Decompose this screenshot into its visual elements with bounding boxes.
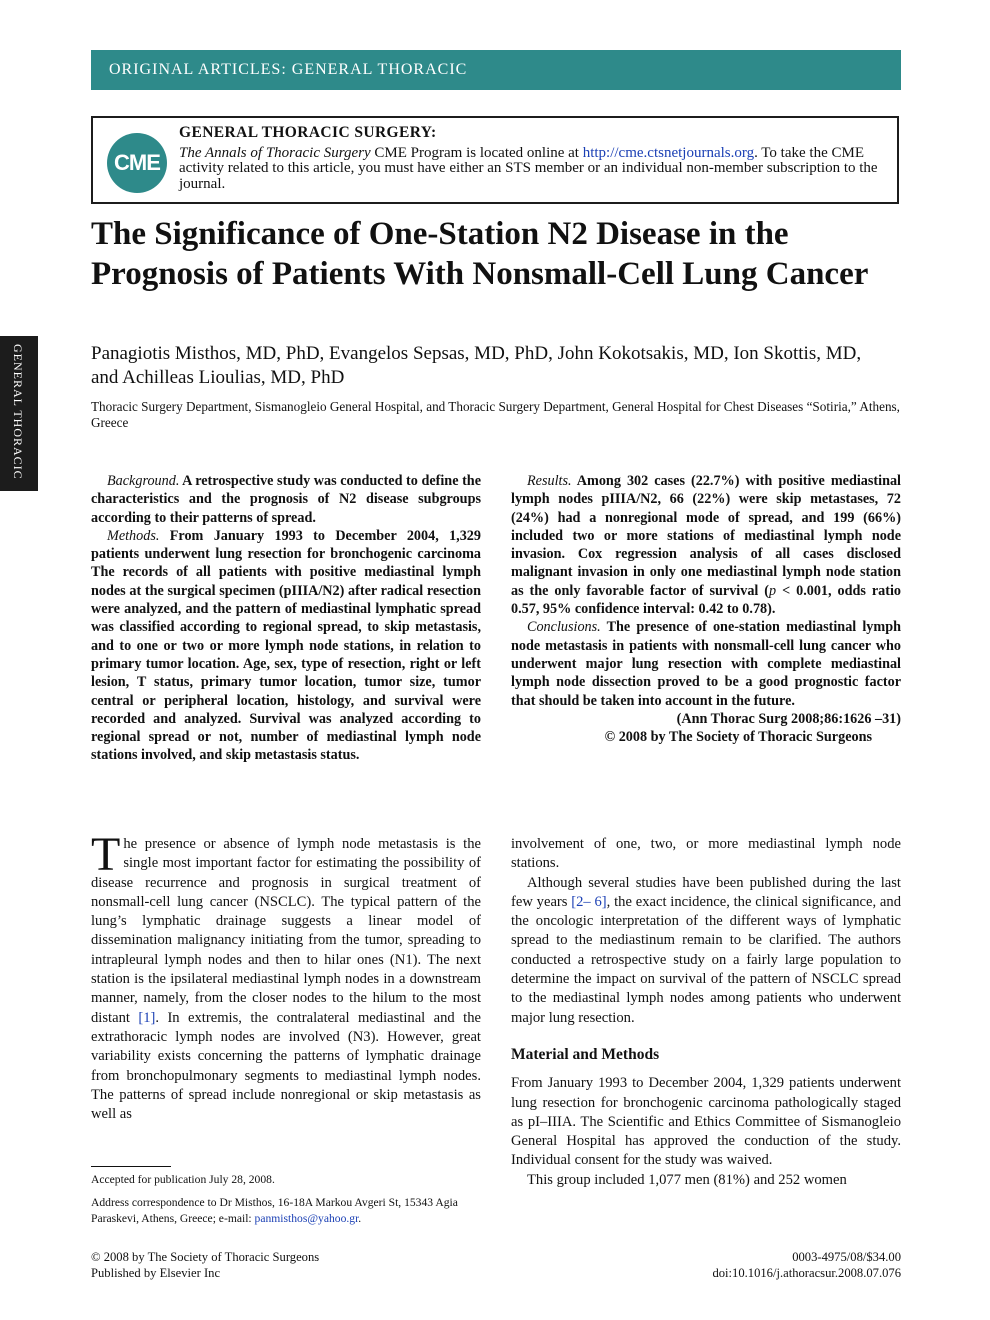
background-label: Background. [107, 473, 180, 489]
address-end: . [358, 1211, 362, 1225]
methods-paragraph-2: This group included 1,077 men (81%) and 252 women [527, 1171, 847, 1188]
banner-label: ORIGINAL ARTICLES: GENERAL THORACIC [109, 61, 468, 78]
para2-text-a: Although several studies have been published during the last few years [511, 874, 901, 910]
abstract-conclusions [511, 618, 901, 709]
body-column-right [511, 835, 901, 1190]
conclusions-label: Conclusions. [527, 619, 601, 636]
cme-body [179, 146, 879, 193]
methods-text: From January 1993 to December 2004, 1,329 patients underwent lung resection for bronchogenic carcinoma The records of all patients with positive mediastinal lymph nodes at the surgical specimen (pIIIA/N2) after radical resection were analyzed, and the pattern of mediastinal lymphatic spread was classified according to regional spread, to skip metastasis, and to one or two or more lymph node stations, in relation to primary tumor location. Age, sex, type of resection, right or left lesion, T status, primary tumor location, tumor size, tumor central or peripheral location, histology, and survival were recorded and analyzed. Survival was analyzed according to regional spread or not, number of mediastinal lymph node stations involved, and skip metastasis status. [91, 527, 481, 764]
footer-publisher: Published by Elsevier Inc [91, 1265, 221, 1280]
author-list: Panagiotis Misthos, MD, PhD, Evangelos Sepsas, MD, PhD, John Kokotsakis, MD, Ion Skottis, MD, and Achilleas Lioulias, MD, PhD [91, 343, 862, 388]
results-text-b: < 0.001, odds ratio 0.57, 95% confidence interval: 0.42 to 0.78). [511, 582, 901, 618]
background-text: A retrospective study was conducted to define the characteristics and the prognosis of N2 disease subgroups according to their patterns of spread. [91, 473, 481, 526]
footnote-accepted: Accepted for publication July 28, 2008. [91, 1173, 275, 1186]
intro-text-a: he presence or absence of lymph node metastasis is the single most important factor for estimating the possibility of disease recurrence and prognosis in surgical treatment of nonsmall-cell lung cancer (NSCLC). The typical pattern of the lung’s lymphatic drainage suggests a linear model of dissemination malignancy initiating from the tumor, spreading to intrapleural lymph nodes and then to hilar ones (N1). The next station is the ipsilateral mediastinal lymph nodes in a downstream manner, namely, from the closer nodes to the hilum to the most distant [91, 836, 481, 1026]
address-text: Address correspondence to Dr Misthos, 16-18A Markou Avgeri St, 15343 Agia Paraskevi, Athens, Greece; e-mail: [91, 1196, 458, 1225]
abstract-methods [91, 527, 481, 765]
results-label: Results. [527, 473, 572, 489]
cme-line1: CME Program is located online at [370, 144, 583, 161]
citation: (Ann Thorac Surg 2008;86:1626 –31) [676, 710, 901, 727]
footer-left [91, 1250, 319, 1281]
cme-text [179, 125, 879, 192]
methods-paragraph: From January 1993 to December 2004, 1,329 patients underwent lung resection for bronchogenic carcinoma pathologically staged as pI–IIIA. The Scientific and Ethics Committee of Sismanogleio General Hospital has approved the conduction of the study. Individual consent for the study was waived. [511, 1075, 901, 1169]
cme-notice-box [91, 116, 899, 204]
cme-line2: . To take the CME activity related to this article, you must have either an STS member or an individual non-member subscription to the journal. [179, 144, 878, 192]
reference-link-1[interactable]: [1] [138, 1009, 156, 1026]
cme-url-link[interactable]: http://cme.ctsnetjournals.org [582, 144, 755, 161]
email-link[interactable]: panmisthos@yahoo.gr [254, 1211, 359, 1225]
cme-heading: GENERAL THORACIC SURGERY: [179, 124, 437, 141]
footnote-rule [91, 1166, 171, 1167]
reference-link-2-6[interactable]: [2– 6] [571, 893, 607, 910]
abstract-copyright: © 2008 by The Society of Thoracic Surgeons [604, 729, 872, 746]
cme-journal-name: The Annals of Thoracic Surgery [179, 144, 371, 161]
methods-label: Methods. [107, 527, 160, 544]
footer-copyright: © 2008 by The Society of Thoracic Surgeons [91, 1250, 320, 1264]
abstract-background [91, 472, 481, 527]
abstract-right [511, 472, 901, 746]
side-tab-label: GENERAL THORACIC [11, 344, 25, 480]
conclusions-text: The presence of one-station mediastinal lymph node metastasis in patients with nonsmall-cell lung cancer who underwent major lung resection with complete mediastinal lymph node dissection proved to be a good prognostic factor that should be taken into account in the future. [511, 619, 901, 709]
footer-doi: doi:10.1016/j.athoracsur.2008.07.076 [712, 1265, 901, 1280]
paragraph-2 [511, 874, 901, 1028]
drop-cap: T [91, 828, 121, 881]
abstract-results [511, 472, 901, 618]
results-text-a: Among 302 cases (22.7%) with positive mediastinal lymph nodes pIIIA/N2, 66 (22%) were skip metastases, 72 (24%) had a nonregional mode of spread, and 199 (66%) included two or more stations of mediastinal lymph node invasion. Cox regression analysis of all cases disclosed malignant invasion in only one mediastinal lymph node station as the only favorable factor of survival ( [511, 473, 901, 599]
abstract-left [91, 472, 481, 765]
side-section-tab [0, 336, 38, 491]
section-heading: Material and Methods [511, 1045, 660, 1063]
results-p-symbol: p [769, 582, 777, 599]
section-banner [91, 50, 901, 90]
footer-issn: 0003-4975/08/$34.00 [792, 1250, 901, 1264]
body-column-left [91, 828, 481, 1124]
article-title: The Significance of One-Station N2 Disease in the Prognosis of Patients With Nonsmall-Cell Lung Cancer [91, 216, 869, 292]
cme-logo-icon: CME [107, 133, 167, 193]
footer-right [712, 1250, 901, 1281]
intro-text-b: . In extremis, the contralateral mediastinal and the extrathoracic lymph nodes are involved (N3). However, great variability exists concerning the patterns of lymphatic drainage from bronchopulmonary segments to mediastinal lymph nodes. The patterns of spread include nonregional or skip metastasis as well as [91, 1009, 481, 1123]
affiliation: Thoracic Surgery Department, Sismanogleio General Hospital, and Thoracic Surgery Department, General Hospital for Chest Diseases “Sotiria,” Athens, Greece [91, 399, 900, 430]
footnote-address [91, 1195, 481, 1226]
intro-paragraph [91, 828, 481, 1124]
intro-continued: involvement of one, two, or more mediastinal lymph node stations. [511, 836, 901, 872]
para2-text-b: , the exact incidence, the clinical significance, and the oncologic interpretation of the different ways of lymphatic spread to the mediastinum remain to be clarified. The authors conducted a retrospective study on a fairly large population to determine the impact on survival of the pattern of NSCLC spread to the mediastinal lymph nodes among patients who underwent major lung resection. [511, 893, 901, 1026]
